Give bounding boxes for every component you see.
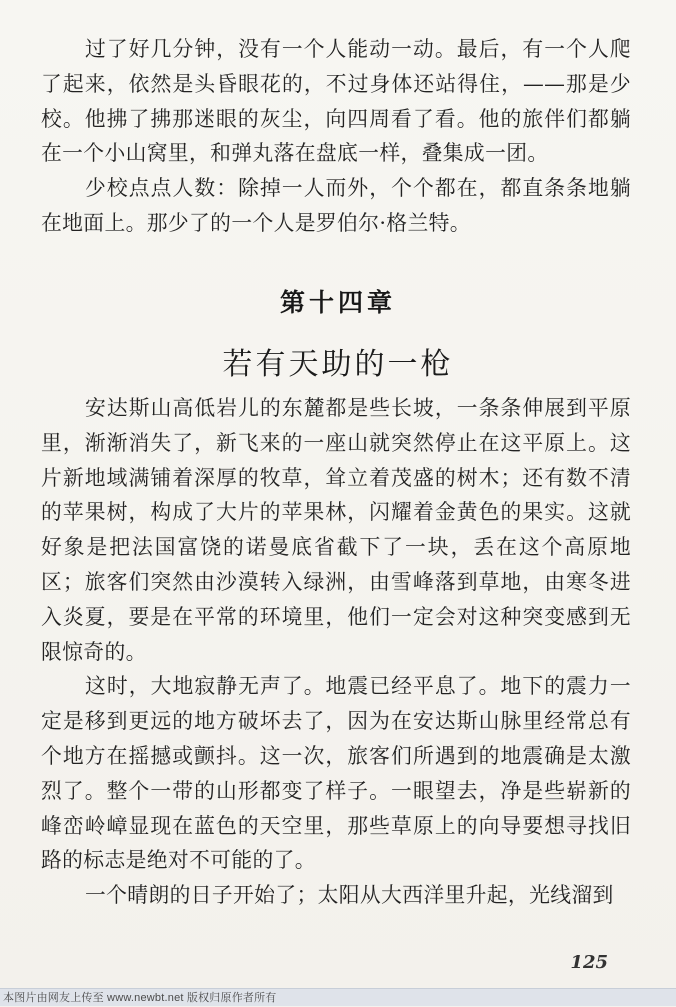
body-paragraph-1: 安达斯山高低岩儿的东麓都是些长坡，一条条伸展到平原里，渐渐消失了，新飞来的一座山就突然停止在这平原上。这片新地域满铺着深厚的牧草，耸立着茂盛的树木；还有数不清的苹果树，构成了大片的苹果林，闪耀着金黄色的果实。这就好象是把法国富饶的诺曼底省截下了一块，丢在这个高原地区；旅客们突然由沙漠转入绿洲，由雪峰落到草地，由寒冬进入炎夏，要是在平常的环境里，他们一定会对这种突变感到无限惊奇的。 xyxy=(41,396,631,664)
chapter-number: 第十四章 xyxy=(279,288,396,317)
chapter-title: 若有天助的一枪 xyxy=(222,347,454,382)
intro-paragraph-2: 少校点点人数：除掉一人而外，个个都在，都直条条地躺在地面上。那少了的一个人是罗伯尔·格兰特。 xyxy=(41,176,631,235)
body-paragraph-2: 这时，大地寂静无声了。地震已经平息了。地下的震力一定是移到更远的地方破坏去了，因为在安达斯山脉里经常总有个地方在摇撼或颤抖。这一次，旅客们所遇到的地震确是太激烈了。整个一带的山形都变了样子。一眼望去，净是些崭新的峰峦岭嶂显现在蓝色的天空里，那些草原上的向导要想寻找旧路的标志是绝对不可能的了。 xyxy=(41,674,631,873)
chapter-body-text xyxy=(41,391,631,913)
watermark-bar: 本图片由网友上传至 www.newbt.net 版权归原作者所有 xyxy=(0,988,676,1006)
body-paragraph-3: 一个晴朗的日子开始了；太阳从大西洋里升起，光线溜到 xyxy=(85,883,614,908)
intro-text-block xyxy=(41,32,631,241)
intro-paragraph-1: 过了好几分钟，没有一个人能动一动。最后，有一个人爬了起来，依然是头昏眼花的，不过身体还站得住，——那是少校。他拂了拂那迷眼的灰尘，向四周看了看。他的旅伴们都躺在一个小山窝里，和弹丸落在盘底一样，叠集成一团。 xyxy=(41,37,631,166)
page-number: 125 xyxy=(570,952,608,973)
